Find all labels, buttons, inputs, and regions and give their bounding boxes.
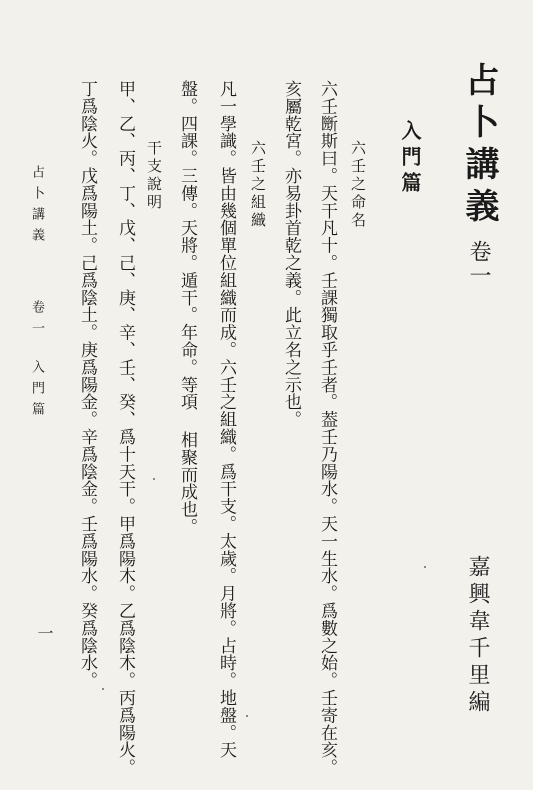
chapter-heading: 干支說明 [145,140,163,212]
margin-book-title: 占卜講義 [29,165,44,249]
paper-speck [153,478,155,480]
book-title: 占卜講義 [459,62,499,230]
paper-speck [424,566,426,568]
body-line: 凡一學識。皆由幾個單位組織而成。六壬之組織。爲干支。太歲。月將。占時。地盤。天 [216,80,236,759]
page-number: 一 [35,625,54,641]
author-credit: 嘉興韋千里編 [465,555,490,717]
body-line: 甲、乙、丙、丁、戊、己、庚、辛、壬、癸、爲十天干。甲爲陽木。乙爲陰木。丙爲陽火。 [115,80,135,776]
body-line: 丁爲陰火。戊爲陽土。己爲陰土。庚爲陽金。辛爲陰金。壬爲陽水。癸爲陰水。 [77,80,97,689]
margin-volume: 卷一 [29,300,44,342]
volume-label: 卷一 [466,240,491,288]
paper-speck [246,715,248,717]
chapter-heading: 六壬之組織 [249,140,267,230]
chapter-heading: 六壬之命名 [349,140,367,230]
body-line: 盤。四課。三傳。天將。遁干。年命。等項 相聚而成也。 [177,80,197,536]
body-line: 六壬㫁斯曰。天干凡十。壬課獨取乎壬者。葢壬乃陽水。天一生水。爲數之始。壬寄在亥。 [317,80,337,776]
section-title: 入門篇 [398,120,422,198]
margin-section: 入門篇 [29,360,44,423]
paper-speck [102,688,104,690]
body-line: 亥屬乾宮。亦易卦首乾之義。此立名之示也。 [281,80,301,428]
